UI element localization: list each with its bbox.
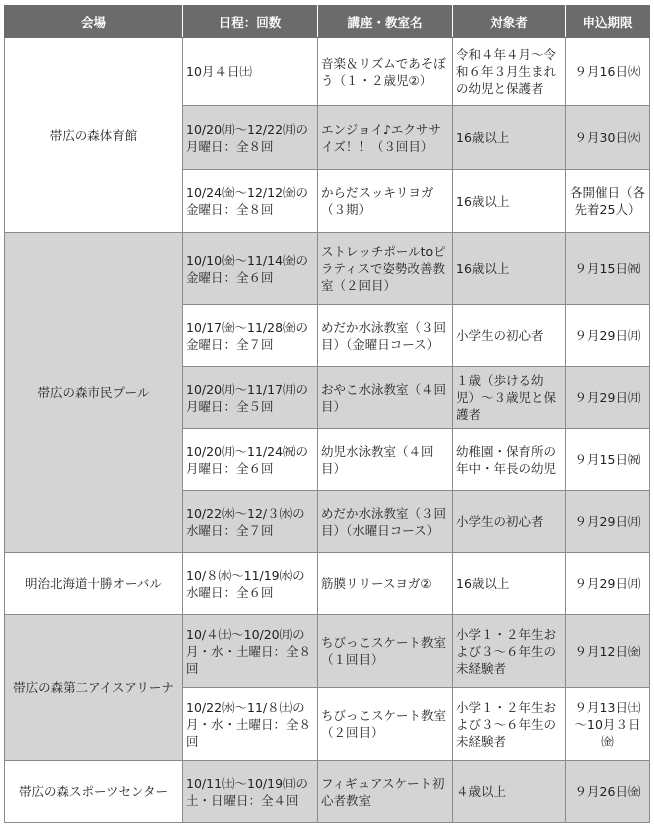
schedule-cell: 10/20㈪～11/17㈪の月曜日：全５回 — [183, 367, 318, 429]
target-cell: 16歳以上 — [453, 233, 566, 305]
header-course: 講座・教室名 — [318, 6, 453, 38]
table-row — [5, 553, 650, 615]
target-cell: 小学１・２年生および３～６年生の未経験者 — [453, 615, 566, 688]
target-cell: １歳（歩ける幼児）～３歳児と保護者 — [453, 367, 566, 429]
course-cell: ストレッチポールtoピラティスで姿勢改善教室（２回目） — [318, 233, 453, 305]
course-schedule-table — [4, 5, 650, 823]
deadline-cell: ９月15日㈷ — [566, 429, 650, 491]
schedule-cell: 10/４㈯～10/20㈪の月・水・土曜日：全８回 — [183, 615, 318, 688]
deadline-cell: ９月16日㈫ — [566, 38, 650, 106]
target-cell: 16歳以上 — [453, 106, 566, 170]
course-cell: エンジョイ♪エクササイズ！！（３回目） — [318, 106, 453, 170]
header-schedule: 日程：回数 — [183, 6, 318, 38]
venue-cell: 帯広の森市民プール — [5, 233, 183, 553]
deadline-cell: ９月12日㈮ — [566, 615, 650, 688]
deadline-cell: ９月26日㈮ — [566, 761, 650, 823]
course-cell: 音楽＆リズムであそぼう（１・２歳児②） — [318, 38, 453, 106]
deadline-cell: ９月30日㈫ — [566, 106, 650, 170]
course-cell: おやこ水泳教室（４回目） — [318, 367, 453, 429]
table-body — [5, 38, 650, 823]
deadline-cell: ９月15日㈷ — [566, 233, 650, 305]
target-cell: 小学生の初心者 — [453, 491, 566, 553]
target-cell: 16歳以上 — [453, 553, 566, 615]
course-cell: 幼児水泳教室（４回目） — [318, 429, 453, 491]
schedule-cell: 10/11㈯～10/19㈰の土・日曜日：全４回 — [183, 761, 318, 823]
header-venue: 会場 — [5, 6, 183, 38]
table-row — [5, 761, 650, 823]
course-cell: からだスッキリヨガ（３期） — [318, 170, 453, 233]
course-cell: ちびっこスケート教室（２回目） — [318, 688, 453, 761]
target-cell: 令和４年４月～令和６年３月生まれの幼児と保護者 — [453, 38, 566, 106]
target-cell: ４歳以上 — [453, 761, 566, 823]
deadline-cell: ９月29日㈪ — [566, 491, 650, 553]
schedule-cell: 10/20㈪～11/24㈷の月曜日：全６回 — [183, 429, 318, 491]
course-cell: めだか水泳教室（３回目）（金曜日コース） — [318, 305, 453, 367]
deadline-cell: ９月29日㈪ — [566, 553, 650, 615]
schedule-cell: 10/20㈪～12/22㈪の月曜日：全８回 — [183, 106, 318, 170]
schedule-cell: 10/22㈬～12/３㈬の水曜日：全７回 — [183, 491, 318, 553]
target-cell: 小学１・２年生および３～６年生の未経験者 — [453, 688, 566, 761]
schedule-cell: 10月４日㈯ — [183, 38, 318, 106]
venue-cell: 帯広の森スポーツセンター — [5, 761, 183, 823]
schedule-cell: 10/10㈮～11/14㈮の金曜日：全６回 — [183, 233, 318, 305]
course-cell: ちびっこスケート教室（１回目） — [318, 615, 453, 688]
course-cell: めだか水泳教室（３回目）（水曜日コース） — [318, 491, 453, 553]
course-cell: フィギュアスケート初心者教室 — [318, 761, 453, 823]
venue-cell: 帯広の森第二アイスアリーナ — [5, 615, 183, 761]
header-target: 対象者 — [453, 6, 566, 38]
target-cell: 16歳以上 — [453, 170, 566, 233]
deadline-cell: ９月29日㈪ — [566, 305, 650, 367]
deadline-cell: ９月29日㈪ — [566, 367, 650, 429]
schedule-cell: 10/22㈬～11/８㈯の月・水・土曜日：全８回 — [183, 688, 318, 761]
target-cell: 幼稚園・保育所の年中・年長の幼児 — [453, 429, 566, 491]
table-row — [5, 233, 650, 305]
venue-cell: 帯広の森体育館 — [5, 38, 183, 233]
course-cell: 筋膜リリースヨガ② — [318, 553, 453, 615]
table-row — [5, 615, 650, 688]
schedule-cell: 10/８㈬～11/19㈬の水曜日：全６回 — [183, 553, 318, 615]
header-deadline: 申込期限 — [566, 6, 650, 38]
deadline-cell: ９月13日㈯～10月３日㈮ — [566, 688, 650, 761]
venue-cell: 明治北海道十勝オーバル — [5, 553, 183, 615]
schedule-cell: 10/17㈮～11/28㈮の金曜日：全７回 — [183, 305, 318, 367]
deadline-cell: 各開催日（各先着25人） — [566, 170, 650, 233]
table-row — [5, 38, 650, 106]
table-header-row — [5, 6, 650, 38]
target-cell: 小学生の初心者 — [453, 305, 566, 367]
schedule-cell: 10/24㈮～12/12㈮の金曜日：全８回 — [183, 170, 318, 233]
